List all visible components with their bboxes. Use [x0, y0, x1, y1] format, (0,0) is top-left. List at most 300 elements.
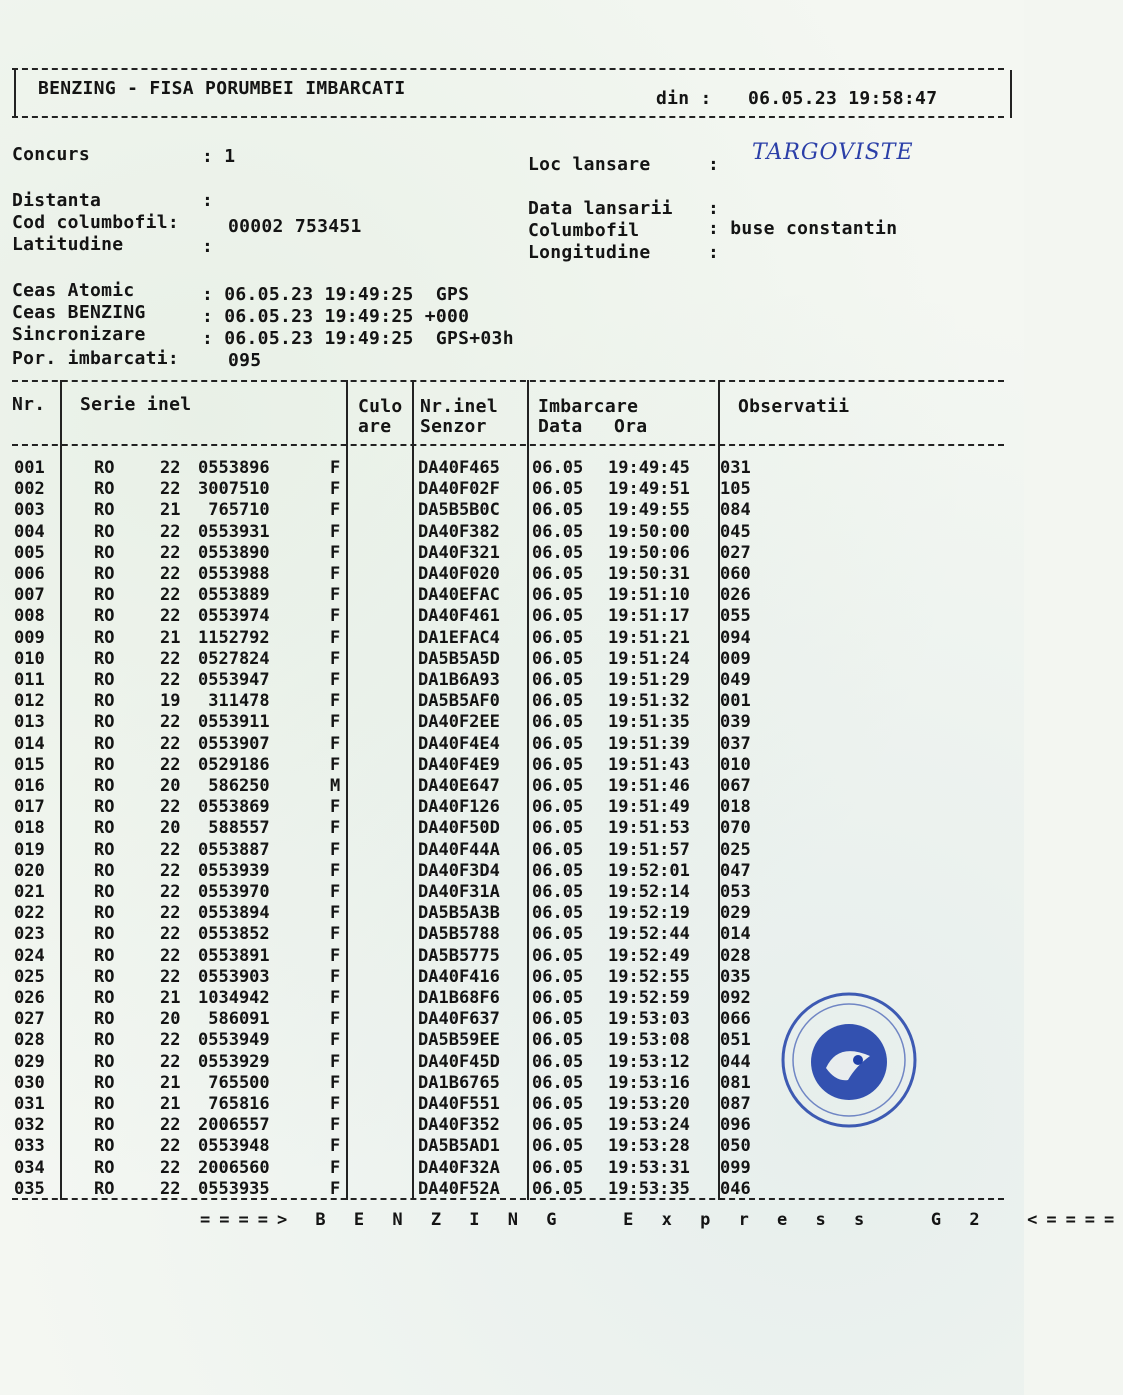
- row-time: 19:53:08: [608, 1030, 690, 1051]
- row-time: 19:53:20: [608, 1094, 690, 1114]
- row-date: 06.05: [532, 627, 584, 648]
- row-sex: M: [330, 776, 341, 796]
- col-nr-header: Nr.: [12, 394, 46, 415]
- row-country: RO: [94, 585, 115, 606]
- row-date: 06.05: [532, 754, 584, 775]
- row-date: 06.05: [532, 882, 584, 902]
- row-sex: F: [330, 670, 341, 690]
- row-nr: 035: [14, 1178, 45, 1199]
- row-sensor: DA40F4E4: [418, 733, 500, 754]
- row-nr: 014: [14, 733, 45, 754]
- row-observation: 099: [720, 1157, 751, 1178]
- row-observation: 037: [720, 733, 751, 754]
- row-nr: 034: [14, 1157, 45, 1178]
- row-year: 22: [160, 542, 181, 563]
- row-year: 22: [160, 1115, 181, 1136]
- row-sensor: DA5B5775: [418, 945, 500, 966]
- row-observation: 029: [720, 903, 751, 924]
- row-sensor: DA40F126: [418, 797, 500, 818]
- row-ring-number: 0553903: [198, 966, 270, 987]
- row-time: 19:52:49: [608, 945, 690, 966]
- row-year: 20: [160, 1009, 181, 1030]
- row-year: 22: [160, 1136, 181, 1157]
- row-nr: 007: [14, 585, 45, 606]
- row-sex: F: [330, 924, 341, 945]
- row-time: 19:52:01: [608, 860, 690, 881]
- row-date: 06.05: [532, 903, 584, 924]
- row-sensor: DA40F461: [418, 606, 500, 627]
- row-country: RO: [94, 797, 115, 818]
- row-nr: 010: [14, 648, 45, 669]
- row-sensor: DA40F551: [418, 1094, 500, 1114]
- row-sensor: DA40F31A: [418, 882, 500, 902]
- row-sex: F: [330, 712, 341, 733]
- row-date: 06.05: [532, 670, 584, 690]
- row-time: 19:51:57: [608, 839, 690, 860]
- row-country: RO: [94, 754, 115, 775]
- row-sensor: DA40F321: [418, 542, 500, 563]
- row-nr: 004: [14, 521, 45, 542]
- row-nr: 031: [14, 1094, 45, 1114]
- row-year: 22: [160, 606, 181, 627]
- row-observation: 039: [720, 712, 751, 733]
- row-date: 06.05: [532, 712, 584, 733]
- longitudine-sep: :: [708, 242, 720, 263]
- row-date: 06.05: [532, 521, 584, 542]
- row-observation: 047: [720, 860, 751, 881]
- row-observation: 010: [720, 754, 751, 775]
- row-year: 22: [160, 1051, 181, 1072]
- row-nr: 029: [14, 1051, 45, 1072]
- col-separator-serie: [346, 380, 348, 1200]
- row-nr: 009: [14, 627, 45, 648]
- row-sex: F: [330, 966, 341, 987]
- row-ring-number: 765710: [198, 500, 270, 521]
- row-year: 19: [160, 691, 181, 712]
- loc-lansare-handwritten: TARGOVISTE: [752, 140, 914, 165]
- row-sex: F: [330, 733, 341, 754]
- row-ring-number: 0553891: [198, 945, 270, 966]
- row-time: 19:51:32: [608, 691, 690, 712]
- header-bottom-rule: [12, 116, 1004, 118]
- row-sex: F: [330, 839, 341, 860]
- row-sex: F: [330, 627, 341, 648]
- row-sex: F: [330, 1178, 341, 1199]
- row-year: 22: [160, 458, 181, 478]
- row-year: 21: [160, 627, 181, 648]
- row-country: RO: [94, 776, 115, 796]
- row-country: RO: [94, 1072, 115, 1093]
- row-time: 19:52:55: [608, 966, 690, 987]
- row-year: 22: [160, 754, 181, 775]
- row-time: 19:51:21: [608, 627, 690, 648]
- row-observation: 084: [720, 500, 751, 521]
- row-date: 06.05: [532, 924, 584, 945]
- row-year: 22: [160, 860, 181, 881]
- row-nr: 006: [14, 564, 45, 584]
- row-ring-number: 2006557: [198, 1115, 270, 1136]
- row-date: 06.05: [532, 458, 584, 478]
- row-ring-number: 0553947: [198, 670, 270, 690]
- row-sex: F: [330, 521, 341, 542]
- row-observation: 105: [720, 479, 751, 500]
- row-date: 06.05: [532, 500, 584, 521]
- columbofil-label: Columbofil: [528, 220, 640, 241]
- row-time: 19:49:51: [608, 479, 690, 500]
- row-date: 06.05: [532, 1157, 584, 1178]
- row-sex: F: [330, 818, 341, 839]
- row-ring-number: 0553935: [198, 1178, 270, 1199]
- row-date: 06.05: [532, 1094, 584, 1114]
- row-date: 06.05: [532, 564, 584, 584]
- table-header-top-rule: [12, 380, 1004, 382]
- col-culoare-header-2: are: [358, 416, 392, 437]
- row-country: RO: [94, 1178, 115, 1199]
- row-sex: F: [330, 882, 341, 902]
- row-sex: F: [330, 1051, 341, 1072]
- row-ring-number: 0553939: [198, 860, 270, 881]
- row-nr: 032: [14, 1115, 45, 1136]
- col-separator-senzor: [527, 380, 529, 1200]
- row-observation: 045: [720, 521, 751, 542]
- row-time: 19:51:49: [608, 797, 690, 818]
- row-sex: F: [330, 945, 341, 966]
- row-sensor: DA40F020: [418, 564, 500, 584]
- row-country: RO: [94, 479, 115, 500]
- row-ring-number: 0553894: [198, 903, 270, 924]
- row-nr: 012: [14, 691, 45, 712]
- row-observation: 067: [720, 776, 751, 796]
- row-sensor: DA40F416: [418, 966, 500, 987]
- row-sensor: DA40F44A: [418, 839, 500, 860]
- row-observation: 035: [720, 966, 751, 987]
- row-ring-number: 588557: [198, 818, 270, 839]
- col-serie-header: Serie inel: [80, 394, 192, 415]
- col-nrinel-header-1: Nr.inel: [420, 396, 498, 417]
- row-time: 19:51:10: [608, 585, 690, 606]
- row-ring-number: 0553911: [198, 712, 270, 733]
- row-sensor: DA40F02F: [418, 479, 500, 500]
- row-date: 06.05: [532, 691, 584, 712]
- row-ring-number: 0553890: [198, 542, 270, 563]
- row-sensor: DA40F4E9: [418, 754, 500, 775]
- row-nr: 027: [14, 1009, 45, 1030]
- row-country: RO: [94, 542, 115, 563]
- row-time: 19:51:53: [608, 818, 690, 839]
- row-sensor: DA1EFAC4: [418, 627, 500, 648]
- row-sex: F: [330, 542, 341, 563]
- row-date: 06.05: [532, 479, 584, 500]
- row-ring-number: 1034942: [198, 988, 270, 1008]
- row-observation: 026: [720, 585, 751, 606]
- row-sensor: DA40E647: [418, 776, 500, 796]
- row-observation: 096: [720, 1115, 751, 1136]
- row-year: 22: [160, 648, 181, 669]
- din-value: 06.05.23 19:58:47: [748, 88, 938, 109]
- row-date: 06.05: [532, 648, 584, 669]
- row-country: RO: [94, 1051, 115, 1072]
- concurs-label: Concurs: [12, 144, 90, 165]
- row-ring-number: 0553929: [198, 1051, 270, 1072]
- row-sex: F: [330, 479, 341, 500]
- row-sensor: DA40F45D: [418, 1051, 500, 1072]
- row-date: 06.05: [532, 839, 584, 860]
- row-sensor: DA40F637: [418, 1009, 500, 1030]
- club-stamp-icon: [778, 990, 920, 1130]
- row-ring-number: 0553974: [198, 606, 270, 627]
- row-country: RO: [94, 670, 115, 690]
- row-observation: 028: [720, 945, 751, 966]
- row-ring-number: 0553896: [198, 458, 270, 478]
- row-observation: 070: [720, 818, 751, 839]
- row-country: RO: [94, 1157, 115, 1178]
- row-sex: F: [330, 1030, 341, 1051]
- row-sensor: DA40F352: [418, 1115, 500, 1136]
- row-sex: F: [330, 797, 341, 818]
- row-country: RO: [94, 839, 115, 860]
- concurs-value: : 1: [202, 146, 236, 167]
- row-ring-number: 0553931: [198, 521, 270, 542]
- ceas-atomic-value: : 06.05.23 19:49:25 GPS: [202, 284, 470, 305]
- row-year: 22: [160, 903, 181, 924]
- row-time: 19:51:39: [608, 733, 690, 754]
- row-country: RO: [94, 712, 115, 733]
- row-country: RO: [94, 627, 115, 648]
- row-sensor: DA1B6A93: [418, 670, 500, 690]
- row-observation: 049: [720, 670, 751, 690]
- row-observation: 046: [720, 1178, 751, 1199]
- row-observation: 092: [720, 988, 751, 1008]
- row-ring-number: 586250: [198, 776, 270, 796]
- row-sensor: DA5B5A3B: [418, 903, 500, 924]
- row-year: 22: [160, 839, 181, 860]
- row-sex: F: [330, 585, 341, 606]
- row-ring-number: 0527824: [198, 648, 270, 669]
- row-time: 19:53:31: [608, 1157, 690, 1178]
- row-ring-number: 2006560: [198, 1157, 270, 1178]
- row-sensor: DA1B68F6: [418, 988, 500, 1008]
- row-observation: 001: [720, 691, 751, 712]
- row-country: RO: [94, 818, 115, 839]
- row-year: 22: [160, 670, 181, 690]
- row-time: 19:51:46: [608, 776, 690, 796]
- row-year: 20: [160, 776, 181, 796]
- row-country: RO: [94, 1030, 115, 1051]
- row-ring-number: 765500: [198, 1072, 270, 1093]
- cod-columbofil-label: Cod columbofil:: [12, 212, 180, 233]
- row-observation: 050: [720, 1136, 751, 1157]
- col-data-header: Data: [538, 416, 583, 437]
- row-date: 06.05: [532, 776, 584, 796]
- row-sex: F: [330, 1136, 341, 1157]
- row-year: 20: [160, 818, 181, 839]
- row-sensor: DA5B5AF0: [418, 691, 500, 712]
- row-ring-number: 0553852: [198, 924, 270, 945]
- row-nr: 021: [14, 882, 45, 902]
- row-observation: 025: [720, 839, 751, 860]
- row-time: 19:51:35: [608, 712, 690, 733]
- loc-lansare-label: Loc lansare: [528, 154, 651, 175]
- row-country: RO: [94, 924, 115, 945]
- row-year: 22: [160, 1030, 181, 1051]
- row-ring-number: 0553988: [198, 564, 270, 584]
- row-observation: 053: [720, 882, 751, 902]
- row-observation: 081: [720, 1072, 751, 1093]
- row-date: 06.05: [532, 1009, 584, 1030]
- row-date: 06.05: [532, 988, 584, 1008]
- row-sensor: DA5B5B0C: [418, 500, 500, 521]
- row-nr: 001: [14, 458, 45, 478]
- row-sex: F: [330, 1009, 341, 1030]
- row-sex: F: [330, 1115, 341, 1136]
- row-ring-number: 0553869: [198, 797, 270, 818]
- row-observation: 066: [720, 1009, 751, 1030]
- row-date: 06.05: [532, 1030, 584, 1051]
- row-year: 21: [160, 1094, 181, 1114]
- col-culoare-header-1: Culo: [358, 396, 403, 417]
- row-nr: 023: [14, 924, 45, 945]
- row-time: 19:50:06: [608, 542, 690, 563]
- row-time: 19:49:45: [608, 458, 690, 478]
- row-time: 19:53:28: [608, 1136, 690, 1157]
- row-ring-number: 0553949: [198, 1030, 270, 1051]
- por-imbarcati-label: Por. imbarcati:: [12, 348, 180, 369]
- row-sensor: DA1B6765: [418, 1072, 500, 1093]
- row-ring-number: 0553948: [198, 1136, 270, 1157]
- row-sensor: DA40F50D: [418, 818, 500, 839]
- row-nr: 008: [14, 606, 45, 627]
- row-country: RO: [94, 945, 115, 966]
- row-time: 19:51:17: [608, 606, 690, 627]
- row-year: 22: [160, 585, 181, 606]
- row-country: RO: [94, 988, 115, 1008]
- document-title: BENZING - FISA PORUMBEI IMBARCATI: [38, 78, 406, 99]
- col-nrinel-header-2: Senzor: [420, 416, 487, 437]
- row-time: 19:50:31: [608, 564, 690, 584]
- distanta-label: Distanta: [12, 190, 102, 211]
- din-label: din :: [656, 88, 712, 109]
- row-sex: F: [330, 500, 341, 521]
- col-separator-nr: [60, 380, 62, 1200]
- row-ring-number: 0529186: [198, 754, 270, 775]
- row-date: 06.05: [532, 1136, 584, 1157]
- row-nr: 011: [14, 670, 45, 690]
- row-year: 22: [160, 966, 181, 987]
- row-time: 19:49:55: [608, 500, 690, 521]
- row-date: 06.05: [532, 1178, 584, 1199]
- row-year: 22: [160, 733, 181, 754]
- longitudine-label: Longitudine: [528, 242, 651, 263]
- row-sex: F: [330, 458, 341, 478]
- row-country: RO: [94, 966, 115, 987]
- row-year: 22: [160, 1157, 181, 1178]
- row-observation: 060: [720, 564, 751, 584]
- row-nr: 026: [14, 988, 45, 1008]
- row-sensor: DA40F2EE: [418, 712, 500, 733]
- table-bottom-rule: [12, 1198, 1004, 1200]
- row-sensor: DA5B5A5D: [418, 648, 500, 669]
- row-ring-number: 586091: [198, 1009, 270, 1030]
- row-sex: F: [330, 860, 341, 881]
- row-date: 06.05: [532, 1051, 584, 1072]
- distanta-sep: :: [202, 190, 214, 211]
- table-header-bottom-rule: [12, 444, 1004, 446]
- row-year: 22: [160, 882, 181, 902]
- row-nr: 024: [14, 945, 45, 966]
- row-time: 19:51:24: [608, 648, 690, 669]
- row-year: 22: [160, 712, 181, 733]
- row-sex: F: [330, 1157, 341, 1178]
- row-observation: 018: [720, 797, 751, 818]
- footer-banner: ====> B E N Z I N G E x p r e s s G 2 <====: [200, 1210, 1123, 1230]
- row-observation: 027: [720, 542, 751, 563]
- row-country: RO: [94, 458, 115, 478]
- row-country: RO: [94, 1009, 115, 1030]
- row-ring-number: 0553889: [198, 585, 270, 606]
- row-country: RO: [94, 648, 115, 669]
- row-time: 19:52:59: [608, 988, 690, 1008]
- row-nr: 033: [14, 1136, 45, 1157]
- row-time: 19:53:24: [608, 1115, 690, 1136]
- row-country: RO: [94, 733, 115, 754]
- ceas-benzing-label: Ceas BENZING: [12, 302, 146, 323]
- row-sex: F: [330, 1072, 341, 1093]
- row-sex: F: [330, 564, 341, 584]
- row-nr: 002: [14, 479, 45, 500]
- row-date: 06.05: [532, 966, 584, 987]
- row-time: 19:51:43: [608, 754, 690, 775]
- row-sensor: DA5B5AD1: [418, 1136, 500, 1157]
- row-nr: 003: [14, 500, 45, 521]
- row-country: RO: [94, 500, 115, 521]
- row-sensor: DA5B59EE: [418, 1030, 500, 1051]
- row-date: 06.05: [532, 797, 584, 818]
- row-nr: 019: [14, 839, 45, 860]
- row-country: RO: [94, 564, 115, 584]
- row-sex: F: [330, 988, 341, 1008]
- row-sensor: DA5B5788: [418, 924, 500, 945]
- row-date: 06.05: [532, 606, 584, 627]
- row-nr: 018: [14, 818, 45, 839]
- ceas-atomic-label: Ceas Atomic: [12, 280, 135, 301]
- row-nr: 017: [14, 797, 45, 818]
- cod-columbofil-value: 00002 753451: [228, 216, 362, 237]
- row-nr: 005: [14, 542, 45, 563]
- row-country: RO: [94, 860, 115, 881]
- data-lansarii-label: Data lansarii: [528, 198, 673, 219]
- row-country: RO: [94, 521, 115, 542]
- col-observatii-header: Observatii: [738, 396, 850, 417]
- row-date: 06.05: [532, 1072, 584, 1093]
- row-sensor: DA40F382: [418, 521, 500, 542]
- row-year: 22: [160, 945, 181, 966]
- data-lansarii-sep: :: [708, 198, 720, 219]
- row-country: RO: [94, 691, 115, 712]
- row-year: 21: [160, 1072, 181, 1093]
- row-observation: 009: [720, 648, 751, 669]
- row-sensor: DA40EFAC: [418, 585, 500, 606]
- loc-lansare-sep: :: [708, 154, 720, 175]
- row-time: 19:52:44: [608, 924, 690, 945]
- row-sex: F: [330, 1094, 341, 1114]
- row-date: 06.05: [532, 945, 584, 966]
- row-ring-number: 3007510: [198, 479, 270, 500]
- row-country: RO: [94, 606, 115, 627]
- row-ring-number: 0553907: [198, 733, 270, 754]
- columbofil-value: : buse constantin: [708, 218, 898, 239]
- row-nr: 020: [14, 860, 45, 881]
- row-date: 06.05: [532, 542, 584, 563]
